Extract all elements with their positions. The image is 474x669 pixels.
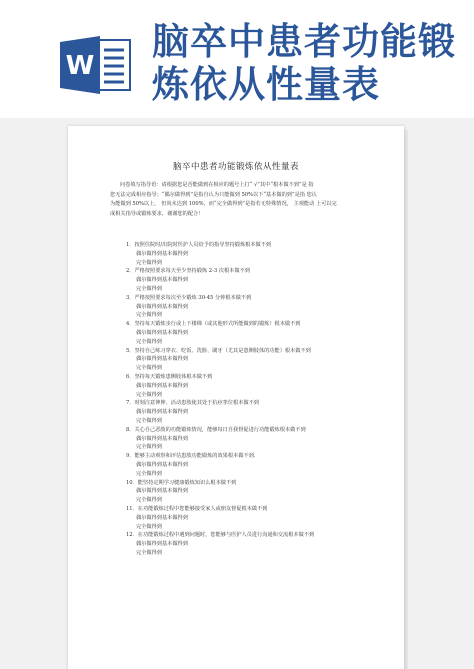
- answer-option: 偶尔做得到基本做得到: [136, 409, 188, 416]
- question-text: 3．严格按照要求每次至少锻炼 30-45 分钟根本做不到: [126, 294, 252, 301]
- word-document-icon: [60, 34, 134, 96]
- instructions-line: 问卷填写指导语：请根据您是否能做到在相应的题号上打“ √”其中“根本做不到”是 指: [120, 182, 314, 188]
- question-item: [126, 373, 386, 399]
- answer-option: 偶尔做得到基本做得到: [136, 250, 188, 257]
- question-text: 11．在功能锻炼过程中您能够接受家人或朋友督促根本做不到: [126, 505, 268, 512]
- question-item: [126, 479, 386, 505]
- answer-option: 偶尔做得到基本做得到: [136, 356, 188, 363]
- document-page: [68, 126, 404, 669]
- answer-option: 完全做得到: [136, 497, 162, 504]
- question-item: [126, 241, 386, 267]
- question-text: 5．坚持自己练习穿衣、吃饭、洗脸、刷牙（尤其是患侧肢体的功能）根本做不到: [126, 347, 311, 354]
- question-text: 2．严格按照要求每天至少坚持锻炼 2-3 次根本做不到: [126, 268, 250, 275]
- question-text: 8．关心自己恶肢的功能锻炼情况，能够每日自我督促进行功能锻炼根本做不到: [126, 426, 306, 433]
- answer-option: 偶尔做得到基本做得到: [136, 277, 188, 284]
- answer-option: 偶尔做得到基本做得到: [136, 541, 188, 548]
- question-text: 9．能够主动观察和评估患肢功能锻炼的效果根本做不到.: [126, 453, 256, 460]
- question-item: [126, 320, 386, 346]
- answer-option: 完全做得到: [136, 549, 162, 556]
- instructions-paragraph: [110, 181, 370, 219]
- answer-option: 偶尔做得到基本做得到: [136, 435, 188, 442]
- instructions-line: 您无法完成相应指导；“偶尔做得到”是指自认为只能做到 50%以下“基本做的到”是指 您认: [110, 191, 317, 198]
- question-text: 4．坚持每天锻炼步行或上下楼梯（或其他形式所能做到的锻炼）根本做不到: [126, 321, 301, 328]
- question-item: [126, 294, 386, 320]
- answer-option: 偶尔做得到基本做得到: [136, 488, 188, 495]
- document-title: 脑卒中患者功能锻炼依从性量表: [172, 162, 299, 172]
- banner: [0, 0, 474, 118]
- question-item: [126, 452, 386, 478]
- question-list: [126, 241, 386, 558]
- question-item: [126, 505, 386, 531]
- document-preview-area: [0, 118, 474, 669]
- question-text: 1．按照住院时/出院时医护人员给予的指导坚持锻炼根本做不到: [126, 242, 272, 248]
- answer-option: 完全做得到: [136, 391, 162, 398]
- instructions-line: 成相关指导或锻炼要求，谢谢您的配合！: [110, 210, 204, 217]
- answer-option: 偶尔做得到基本做得到: [136, 303, 188, 310]
- banner-title-line-2: 炼依从性量表: [152, 63, 380, 106]
- question-item: [126, 426, 386, 452]
- answer-option: 完全做得到: [136, 365, 162, 372]
- question-item: [126, 399, 386, 425]
- answer-option: 完全做得到: [136, 470, 162, 477]
- answer-option: 完全做得到: [136, 285, 162, 292]
- answer-option: 偶尔做得到基本做得到: [136, 329, 188, 336]
- question-text: 10．能坚持定期学习健康锻炼知识么根本做不到: [126, 479, 237, 486]
- question-item: [126, 267, 386, 293]
- question-item: [126, 347, 386, 373]
- answer-option: 完全做得到: [136, 338, 162, 345]
- question-text: 6．坚持每天锻炼患侧肢体根本做不到: [126, 373, 213, 380]
- instructions-line: 为能做到 50%以上， 但尚未达到 100%，而“完全做得到”是指若无特殊情况， 主观能动 上可以完: [110, 201, 337, 208]
- question-text: 12．在功能锻炼过程中遇到问题时，您能够与医护人员进行沟通和交流根本做不到: [126, 532, 315, 539]
- banner-title: [152, 20, 462, 106]
- answer-option: 完全做得到: [136, 312, 162, 319]
- question-item: [126, 531, 386, 557]
- answer-option: 完全做得到: [136, 259, 162, 266]
- answer-option: 偶尔做得到基本做得到: [136, 461, 188, 468]
- answer-option: 偶尔做得到基本做得到: [136, 514, 188, 521]
- answer-option: 完全做得到: [136, 523, 162, 530]
- question-text: 7．时刻注意伸伸、活动患肢使其处于抗痉挛位根本做不到: [126, 400, 259, 407]
- answer-option: 完全做得到: [136, 417, 162, 424]
- word-logo-letter: W: [65, 51, 95, 81]
- banner-title-line-1: 脑卒中患者功能锻: [152, 20, 456, 63]
- answer-option: 偶尔做得到基本做得到: [136, 382, 188, 389]
- answer-option: 完全做得到: [136, 444, 162, 451]
